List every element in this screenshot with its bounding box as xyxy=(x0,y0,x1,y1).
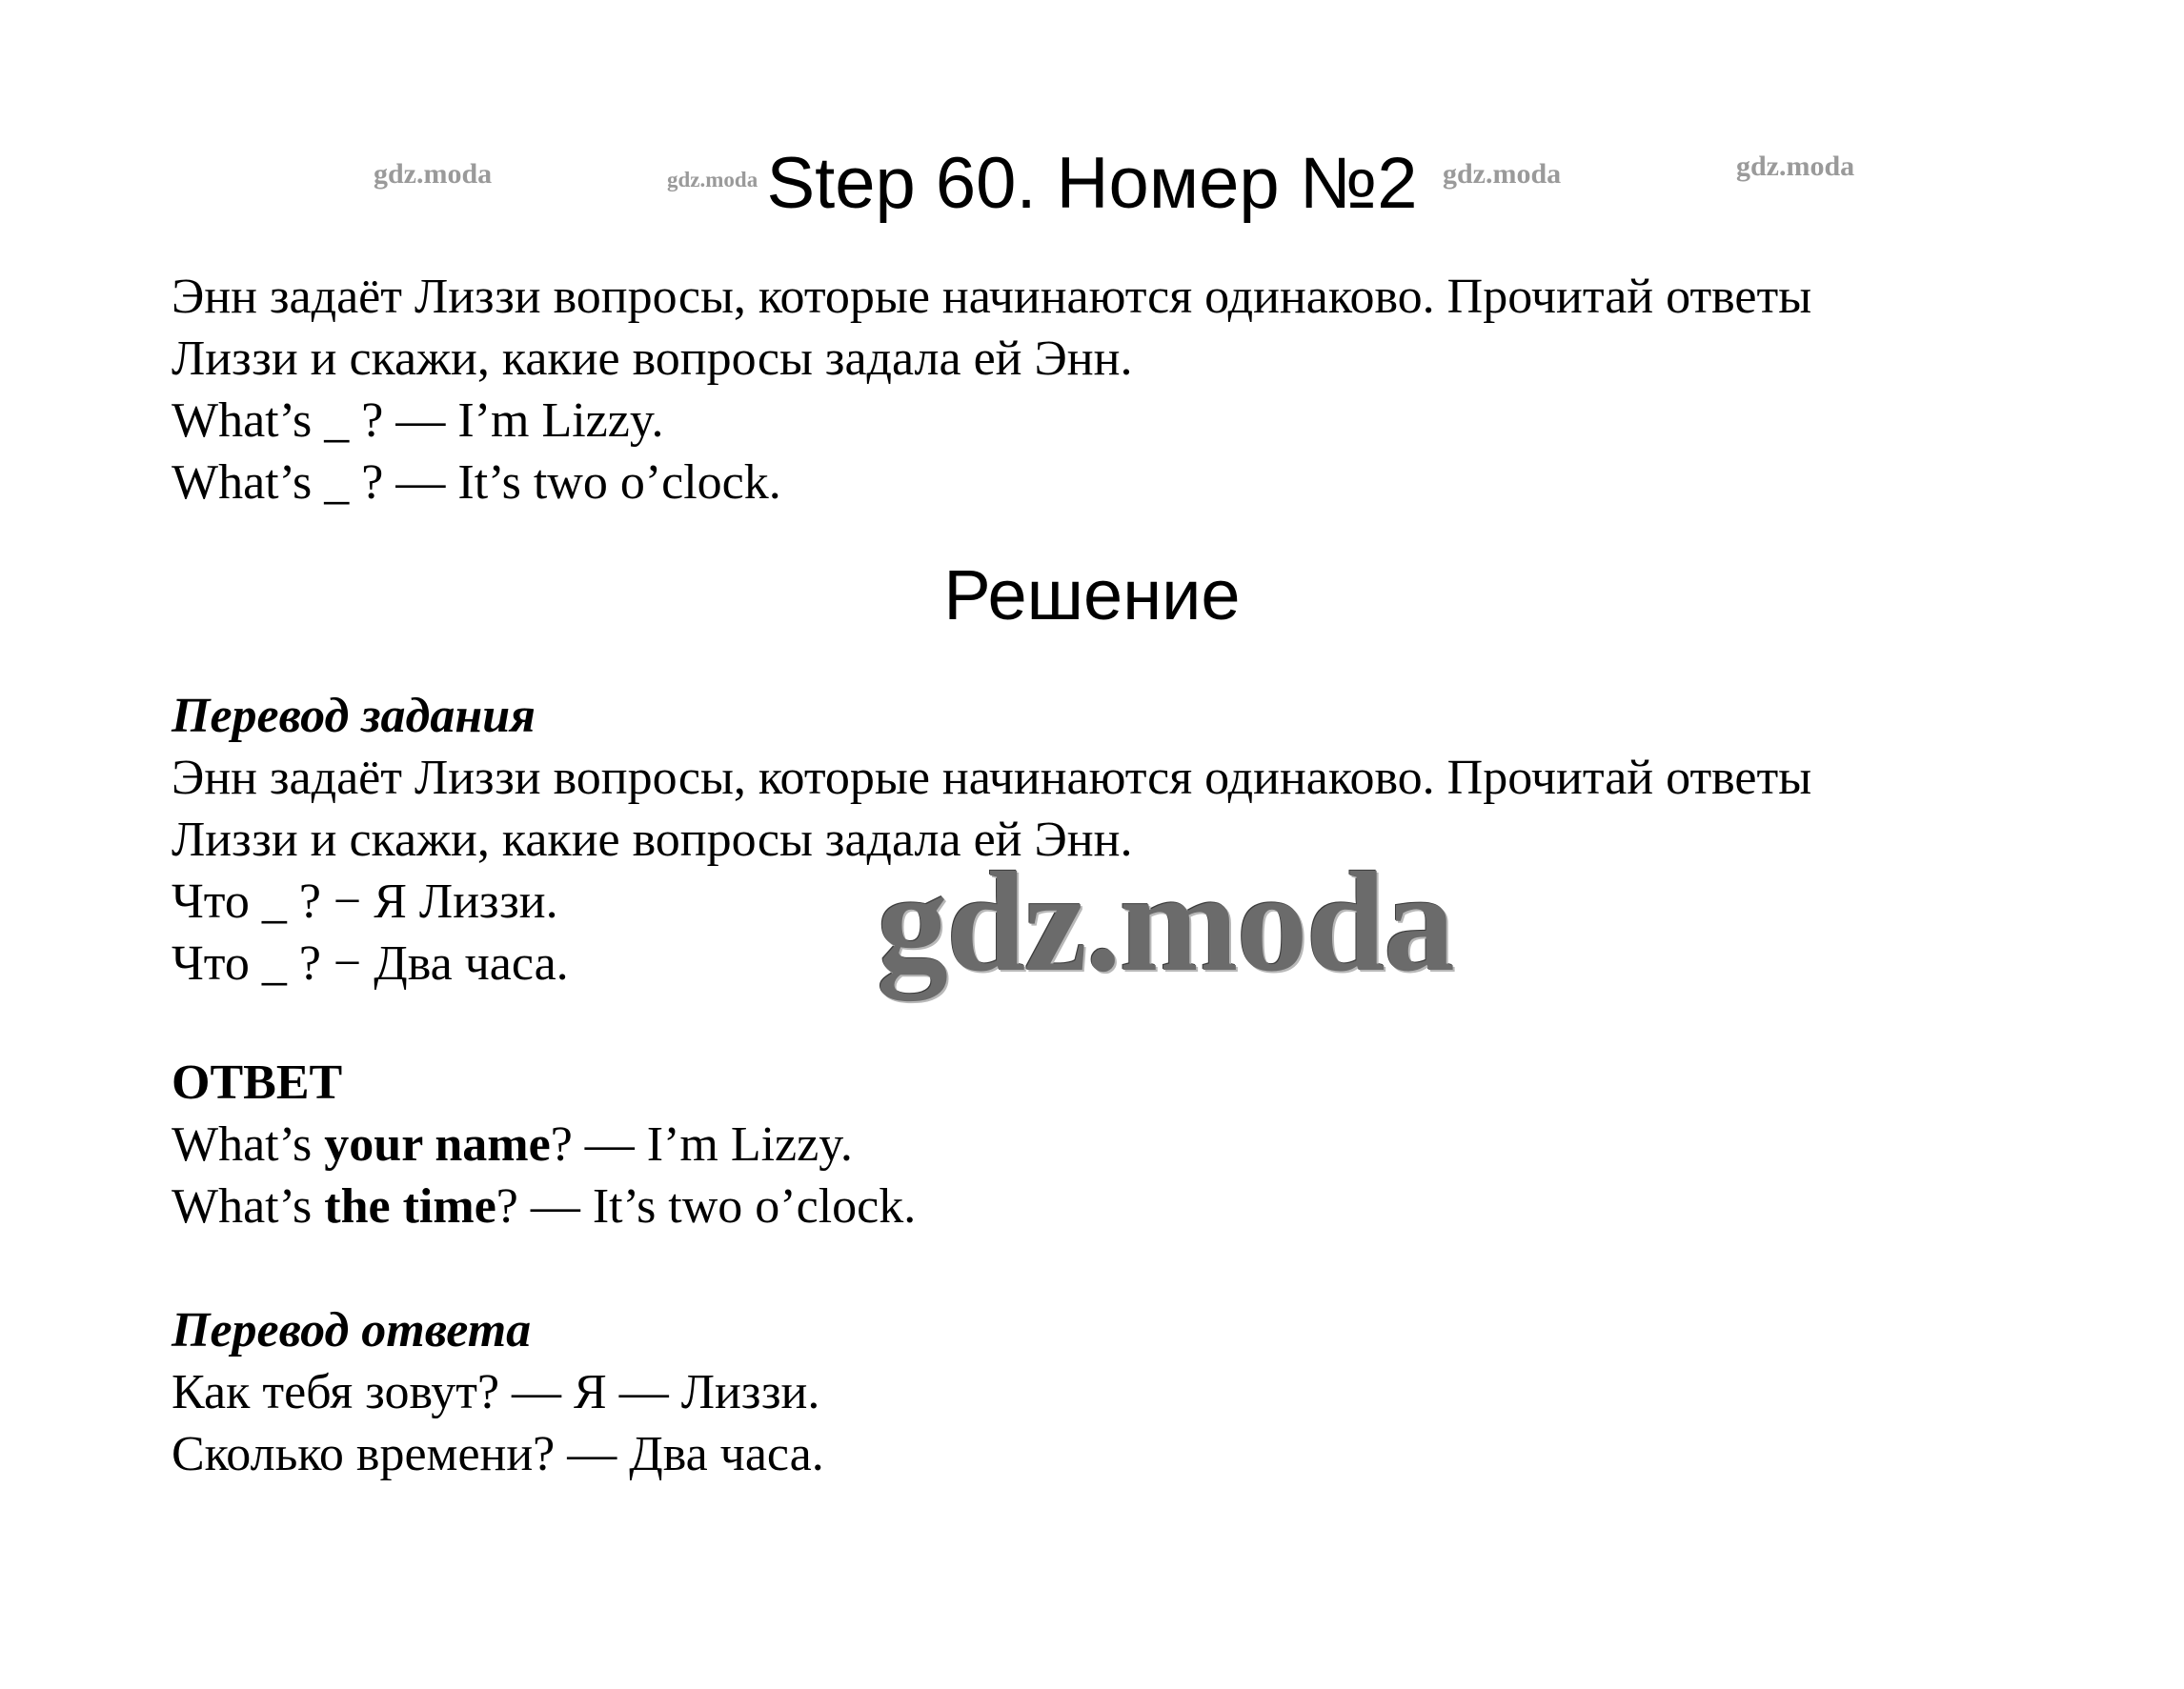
task-translation-line: Что _ ? − Два часа. xyxy=(172,936,569,991)
task-line: What’s _ ? — I’m Lizzy. xyxy=(172,393,664,448)
answer-q2-suffix: ? — It’s two o’clock. xyxy=(495,1179,917,1234)
answer-heading: ОТВЕТ xyxy=(172,1056,343,1110)
solution-heading: Решение xyxy=(943,555,1241,634)
watermark-small: gdz.moda xyxy=(1736,151,1855,182)
task-translation-line: Что _ ? − Я Лиззи. xyxy=(172,875,558,929)
answer-q1-prefix: What’s xyxy=(172,1117,325,1172)
watermark-large: gdz.moda xyxy=(877,843,1453,1001)
task-line: Лиззи и скажи, какие вопросы задала ей Энн. xyxy=(172,332,1133,386)
watermark-small: gdz.moda xyxy=(374,158,493,190)
answer-q2-bold: the time xyxy=(324,1179,496,1234)
answer-translation-line: Как тебя зовут? — Я — Лиззи. xyxy=(172,1365,820,1419)
answer-translation-heading: Перевод ответа xyxy=(172,1303,532,1357)
answer-line-2 xyxy=(172,1176,916,1237)
answer-q2-prefix: What’s xyxy=(172,1179,325,1234)
task-translation-line: Энн задаёт Лиззи вопросы, которые начинаются одинаково. Прочитай ответы xyxy=(172,751,1812,805)
answer-q1-suffix: ? — I’m Lizzy. xyxy=(550,1117,853,1172)
answer-translation-line: Сколько времени? — Два часа. xyxy=(172,1427,824,1481)
watermark-small: gdz.moda xyxy=(1443,158,1562,190)
task-translation-heading: Перевод задания xyxy=(172,689,536,743)
task-line: What’s _ ? — It’s two o’clock. xyxy=(172,455,781,510)
task-translation-line: Лиззи и скажи, какие вопросы задала ей Энн. xyxy=(172,813,1133,867)
answer-line-1 xyxy=(172,1115,853,1176)
task-line: Энн задаёт Лиззи вопросы, которые начинаются одинаково. Прочитай ответы xyxy=(172,270,1812,324)
page-title: Step 60. Номер №2 xyxy=(766,143,1418,224)
watermark-small: gdz.moda xyxy=(667,168,758,191)
answer-q1-bold: your name xyxy=(324,1117,551,1172)
